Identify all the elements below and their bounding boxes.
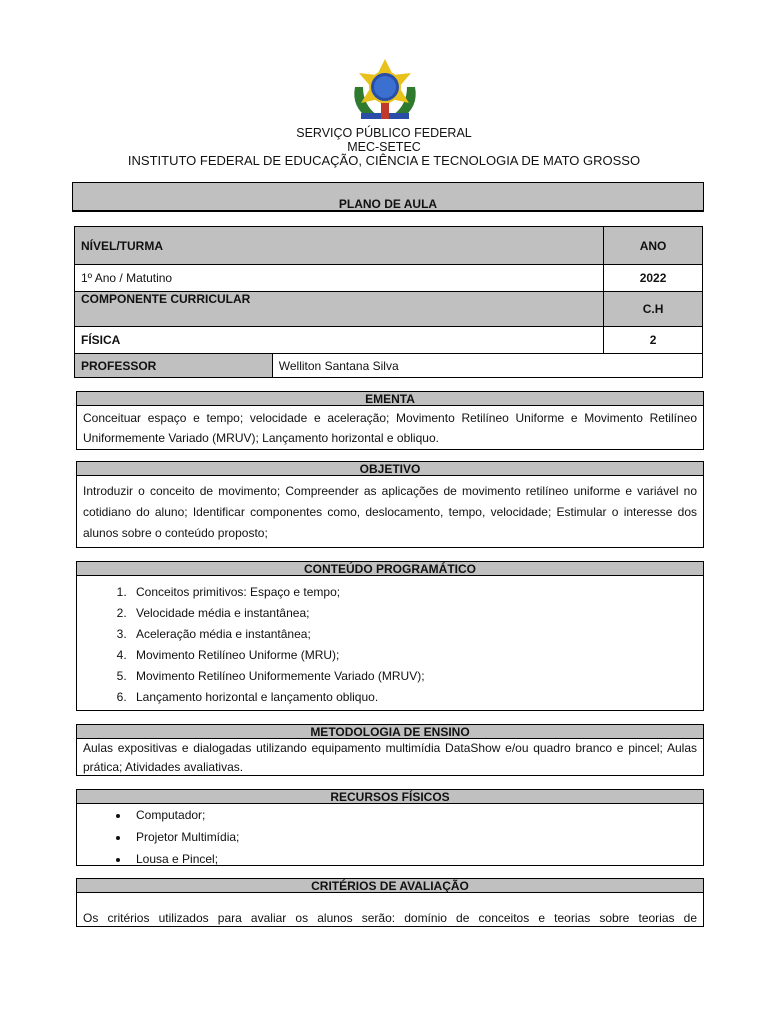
list-item: 2. Velocidade média e instantânea; xyxy=(130,603,425,624)
professor-label: PROFESSOR xyxy=(75,354,273,378)
list-item: 6. Lançamento horizontal e lançamento obliquo. xyxy=(130,687,425,708)
header-line-2: MEC-SETEC xyxy=(347,140,421,154)
brazil-coat-of-arms-emblem xyxy=(347,57,423,127)
course-info-table xyxy=(74,226,703,378)
list-item: • Projetor Multimídia; xyxy=(130,826,239,848)
metodologia-text: Aulas expositivas e dialogadas utilizando equipamento multimídia DataShow e/ou quadro branco e pincel; Aulas prática; Atividades avaliativas. xyxy=(76,738,704,776)
ano-label: ANO xyxy=(604,227,703,265)
criterios-title: CRITÉRIOS DE AVALIAÇÃO xyxy=(76,878,704,893)
objetivo-title: OBJETIVO xyxy=(76,461,704,476)
conteudo-box xyxy=(76,575,704,711)
header-line-3: INSTITUTO FEDERAL DE EDUCAÇÃO, CIÊNCIA E TECNOLOGIA DE MATO GROSSO xyxy=(127,153,641,168)
ch-value: 2 xyxy=(604,327,703,354)
list-item: 1. Conceitos primitivos: Espaço e tempo; xyxy=(130,582,425,603)
list-item: 4. Movimento Retilíneo Uniforme (MRU); xyxy=(130,645,425,666)
objetivo-text: Introduzir o conceito de movimento; Compreender as aplicações de movimento retilíneo uniforme e variável no cotidiano do aluno; Identificar componentes como, deslocamento, tempo, velocidade; Estimular o interesse dos alunos sobre o conteúdo proposto; xyxy=(76,475,704,548)
criterios-text: Os critérios utilizados para avaliar os alunos serão: domínio de conceitos e teorias sobre teorias de xyxy=(76,892,704,927)
ementa-title: EMENTA xyxy=(76,391,704,406)
recursos-list xyxy=(130,804,239,870)
ch-label: C.H xyxy=(604,292,703,327)
ementa-text: Conceituar espaço e tempo; velocidade e aceleração; Movimento Retilíneo Uniforme e Movimento Retilíneo Uniformemente Variado (MRUV); Lançamento horizontal e obliquo. xyxy=(76,405,704,450)
list-item: • Lousa e Pincel; xyxy=(130,848,239,870)
componente-curricular-value: FÍSICA xyxy=(75,327,604,354)
header-line-1: SERVIÇO PÚBLICO FEDERAL xyxy=(296,126,472,140)
list-item: • Computador; xyxy=(130,804,239,826)
nivel-turma-value: 1º Ano / Matutino xyxy=(75,265,604,292)
conteudo-list xyxy=(130,582,425,708)
recursos-title: RECURSOS FÍSICOS xyxy=(76,789,704,804)
plan-title: PLANO DE AULA xyxy=(72,182,704,212)
conteudo-title: CONTEÚDO PROGRAMÁTICO xyxy=(76,561,704,576)
list-item: 3. Aceleração média e instantânea; xyxy=(130,624,425,645)
nivel-turma-label: NÍVEL/TURMA xyxy=(75,227,604,265)
professor-value: Welliton Santana Silva xyxy=(272,354,702,378)
metodologia-title: METODOLOGIA DE ENSINO xyxy=(76,724,704,739)
componente-curricular-label: COMPONENTE CURRICULAR xyxy=(75,292,604,327)
ano-value: 2022 xyxy=(604,265,703,292)
recursos-box xyxy=(76,803,704,866)
list-item: 5. Movimento Retilíneo Uniformemente Variado (MRUV); xyxy=(130,666,425,687)
